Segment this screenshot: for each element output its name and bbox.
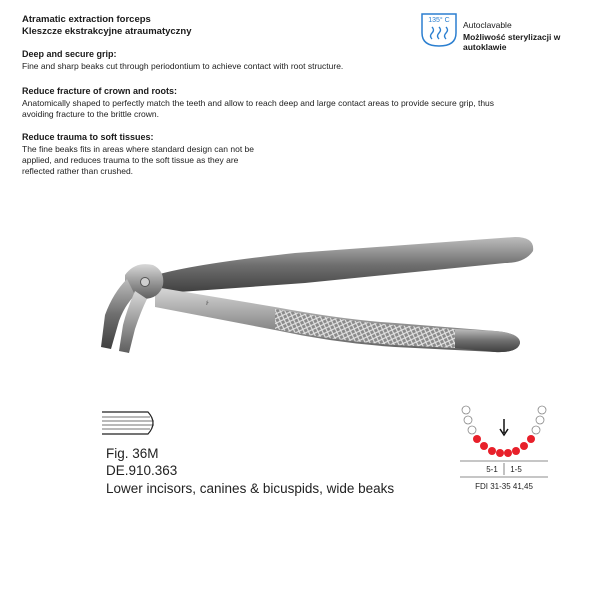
section-text-trauma-1: The fine beaks fits in areas where standard design can not be <box>22 144 255 154</box>
figure-number: Fig. 36M <box>106 446 159 461</box>
fdi-code: FDI 31-35 41,45 <box>475 482 533 491</box>
section-text-fracture-1: Anatomically shaped to perfectly match the teeth and allow to reach deep and large contact areas to provide secure grip, thus <box>22 98 495 108</box>
section-heading-grip: Deep and secure grip: <box>22 49 117 59</box>
product-title-polish: Kleszcze ekstrakcyjne atraumatyczny <box>22 26 192 37</box>
tooth-chart <box>452 405 552 497</box>
tooth-range-left: 5-1 <box>486 465 498 474</box>
svg-text:⚕: ⚕ <box>205 301 209 307</box>
product-title: Atramatic extraction forceps <box>22 14 151 25</box>
autoclave-label: Autoclavable <box>463 20 512 30</box>
autoclave-temperature: 135° C <box>428 17 450 24</box>
product-code: DE.910.363 <box>106 463 178 478</box>
section-text-fracture-2: avoiding fracture to the brittle crown. <box>22 109 160 119</box>
autoclave-label-polish: Możliwość sterylizacji w autoklawie <box>463 32 561 52</box>
beak-profile-icon <box>100 410 160 436</box>
section-heading-fracture: Reduce fracture of crown and roots: <box>22 86 178 96</box>
autoclave-icon <box>421 13 457 47</box>
product-description: Lower incisors, canines & bicuspids, wide beaks <box>106 481 395 496</box>
section-text-grip: Fine and sharp beaks cut through periodontium to achieve contact with root structure. <box>22 61 344 71</box>
tooth-range-right: 1-5 <box>510 465 522 474</box>
arrow-down-icon <box>500 419 508 435</box>
section-text-trauma-3: reflected rather than crushed. <box>22 166 134 176</box>
forceps-image <box>95 225 540 365</box>
section-text-trauma-2: applied, and reduces trauma to the soft tissue as they are <box>22 155 239 165</box>
section-heading-trauma: Reduce trauma to soft tissues: <box>22 132 154 142</box>
